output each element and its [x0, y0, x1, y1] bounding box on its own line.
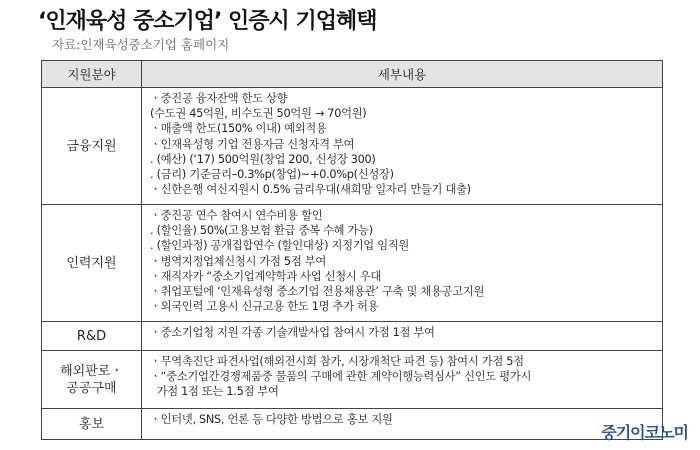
detail-line: ㆍ인재육성형 기업 전용자금 신청자격 부여: [150, 137, 355, 151]
detail-line: (수도권 45억원, 비수도권 50억원 → 70억원): [150, 107, 367, 121]
detail-line: ㆍ중소기업청 지원 각종 기술개발사업 참여시 가점 1점 부여: [150, 326, 435, 339]
category-cell: 인력지원: [42, 205, 142, 322]
table-row-pr: [42, 409, 663, 440]
detail-line: 가점 1점 또는 1.5점 부여: [150, 385, 279, 399]
category-line: 공공구매: [66, 380, 117, 396]
header-support-area: 지원분야: [42, 61, 142, 88]
detail-line: ㆍ인터넷, SNS, 언론 등 다양한 방법으로 홍보 지원: [150, 413, 393, 426]
detail-line: . (금리) 기준금리–0.3%p(창업)~+0.0%p(신성장): [150, 168, 394, 182]
page-title: ‘인재육성 중소기업’ 인증시 기업혜택: [38, 9, 377, 34]
detail-line: ㆍ외국인력 고용시 신규고용 한도 1명 추가 허용: [150, 300, 379, 314]
table-row-rnd: [42, 322, 663, 351]
details-cell: [142, 351, 663, 409]
detail-line: ㆍ취업포털에 ‘인재육성형 중소기업 전용채용관’ 구축 및 채용공고지원: [150, 285, 485, 299]
details-cell: [142, 205, 663, 322]
detail-line: ㆍ중진공 연수 참여시 연수비용 할인: [150, 209, 323, 222]
detail-line: . (할인과정) 공개집합연수 (할인대상) 지정기업 임직원: [150, 239, 410, 253]
table-row-hr: [42, 205, 663, 322]
brand-logo: 중기이코노미: [601, 423, 688, 442]
table-header-row: [42, 61, 663, 88]
header-details: 세부내용: [142, 61, 663, 88]
category-cell: R&D: [42, 322, 142, 351]
category-cell: 금융지원: [42, 88, 142, 205]
source-caption: 자료:인재육성중소기업 홈페이지: [52, 37, 230, 52]
detail-line: ㆍ재직자가 “중소기업계약학과 사업 신청시 우대: [150, 269, 381, 283]
detail-line: ㆍ매출액 한도(150% 이내) 예외적용: [150, 122, 327, 136]
detail-line: . (할인율) 50%(고용보험 환급 중복 수혜 가능): [150, 224, 373, 238]
details-cell: [142, 409, 663, 440]
detail-line: . (예산) (‘17) 500억원(창업 200, 신성장 300): [150, 152, 376, 166]
detail-line: ㆍ병역지정업체신청시 가점 5점 부여: [150, 254, 326, 268]
details-cell: [142, 322, 663, 351]
benefits-table: [41, 60, 663, 440]
table-row-export: [42, 351, 663, 409]
category-line: 해외판로ㆍ: [60, 363, 123, 379]
category-cell: [42, 351, 142, 409]
table-row-finance: [42, 88, 663, 205]
detail-line: ㆍ무역촉진단 파견사업(해외전시회 참가, 시장개척단 파견 등) 참여시 가점 5점: [150, 355, 524, 368]
detail-line: ㆍ“중소기업간경쟁제품중 물품의 구매에 관한 계약이행능력심사” 신인도 평가시: [150, 370, 532, 384]
detail-line: ㆍ신한은행 여신지원시 0.5% 금리우대(새희망 일자리 만들기 대출): [150, 183, 471, 197]
detail-line: ㆍ중진공 융자잔액 한도 상향: [150, 92, 288, 105]
details-cell: [142, 88, 663, 205]
category-cell: 홍보: [42, 409, 142, 440]
